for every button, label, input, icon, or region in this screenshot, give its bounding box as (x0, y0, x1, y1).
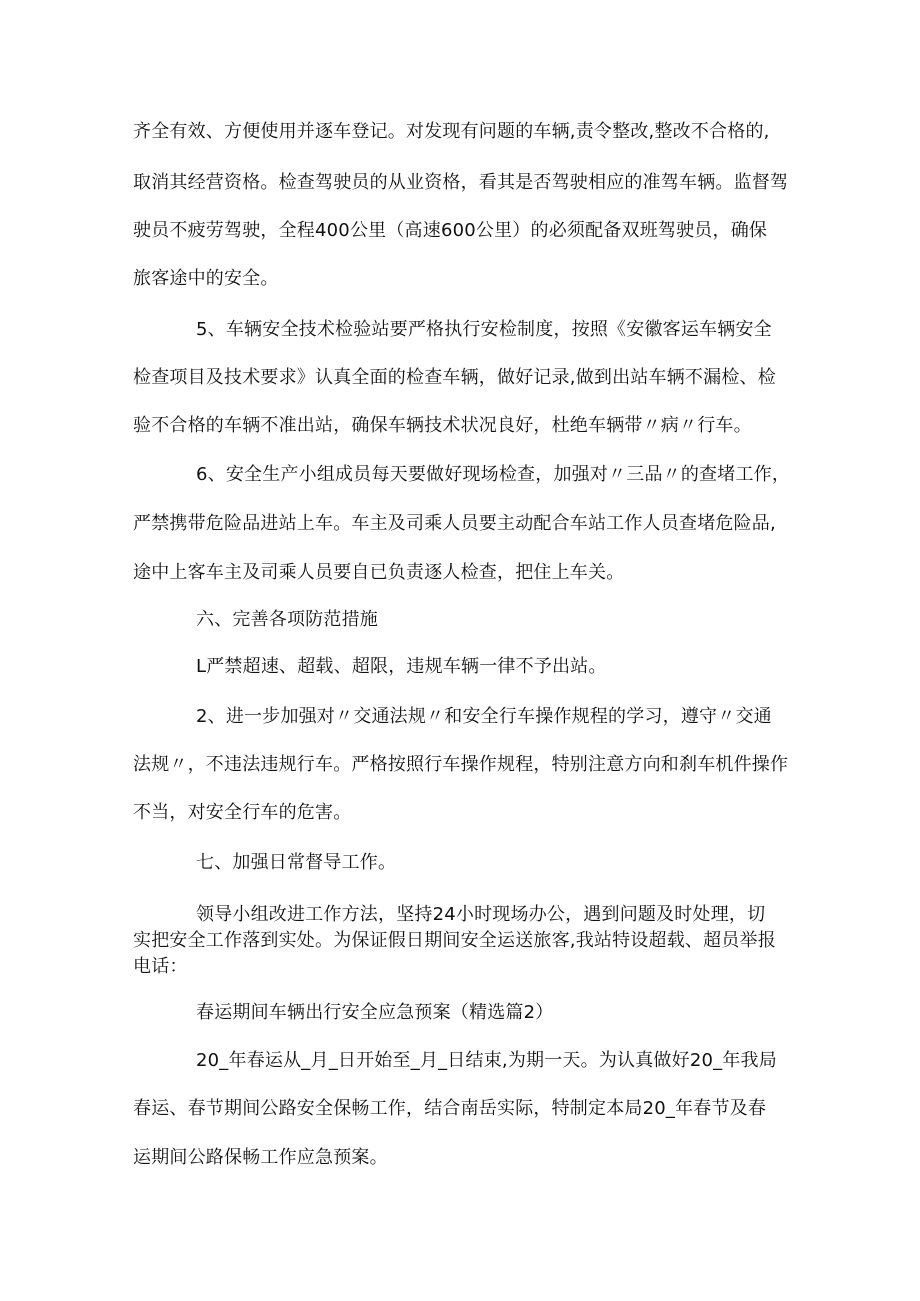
paragraph-3-line-2: 严禁携带危险品进站上车。车主及司乘人员要主动配合车站工作人员查堵危险品, (133, 513, 776, 534)
section-heading-six: 六、完善各项防范措施 (196, 609, 378, 630)
paragraph-1-line-2: 取消其经营资格。检查驾驶员的从业资格，看其是否驾驶相应的准驾车辆。监督驾 (133, 172, 789, 193)
section-heading-seven: 七、加强日常督导工作。 (196, 852, 397, 873)
paragraph-4-line-1: 领导小组改进工作方法，坚持24小时现场办公，遇到问题及时处理，切 (196, 904, 766, 925)
paragraph-1-line-4: 旅客途中的安全。 (133, 268, 279, 289)
item-2-line-3: 不当，对安全行车的危害。 (133, 802, 352, 823)
paragraph-3-line-1: 6、安全生产小组成员每天要做好现场检查，加强对〃三品〃的查堵工作， (196, 464, 791, 485)
paragraph-5-line-2: 春运、春节期间公路安全保畅工作，结合南岳实际，特制定本局20_年春节及春 (133, 1098, 767, 1119)
paragraph-4-line-2: 实把安全工作落到实处。为保证假日期间安全运送旅客,我站特设超载、超员举报 (133, 930, 776, 951)
paragraph-2-line-2: 检查项目及技术要求》认真全面的检查车辆，做好记录,做到出站车辆不漏检、检 (133, 367, 776, 388)
section-title-plan-2: 春运期间车辆出行安全应急预案（精选篇2） (196, 1002, 554, 1023)
item-2-line-2: 法规〃，不违法违规行车。严格按照行车操作规程，特别注意方向和刹车机件操作 (133, 754, 789, 775)
paragraph-5-line-3: 运期间公路保畅工作应急预案。 (133, 1147, 388, 1168)
paragraph-5-line-1: 20_年春运从_月_日开始至_月_日结束,为期一天。为认真做好20_年我局 (196, 1050, 777, 1071)
paragraph-1-line-1: 齐全有效、方便使用并逐车登记。对发现有问题的车辆,责令整改,整改不合格的, (133, 121, 770, 142)
item-2-line-1: 2、进一步加强对〃交通法规〃和安全行车操作规程的学习，遵守〃交通 (196, 706, 772, 727)
paragraph-2-line-3: 验不合格的车辆不准出站，确保车辆技术状况良好，杜绝车辆带〃病〃行车。 (133, 415, 752, 436)
paragraph-2-line-1: 5、车辆安全技术检验站要严格执行安检制度，按照《安徽客运车辆安全 (196, 319, 772, 340)
paragraph-1-line-3: 驶员不疲劳驾驶，全程400公里（高速600公里）的必须配备双班驾驶员，确保 (133, 220, 768, 241)
paragraph-4-line-3: 电话： (133, 956, 188, 977)
paragraph-3-line-3: 途中上客车主及司乘人员要自已负责逐人检查，把住上车关。 (133, 562, 625, 583)
item-1-line-1: L严禁超速、超载、超限，违规车辆一律不予出站。 (196, 656, 607, 677)
